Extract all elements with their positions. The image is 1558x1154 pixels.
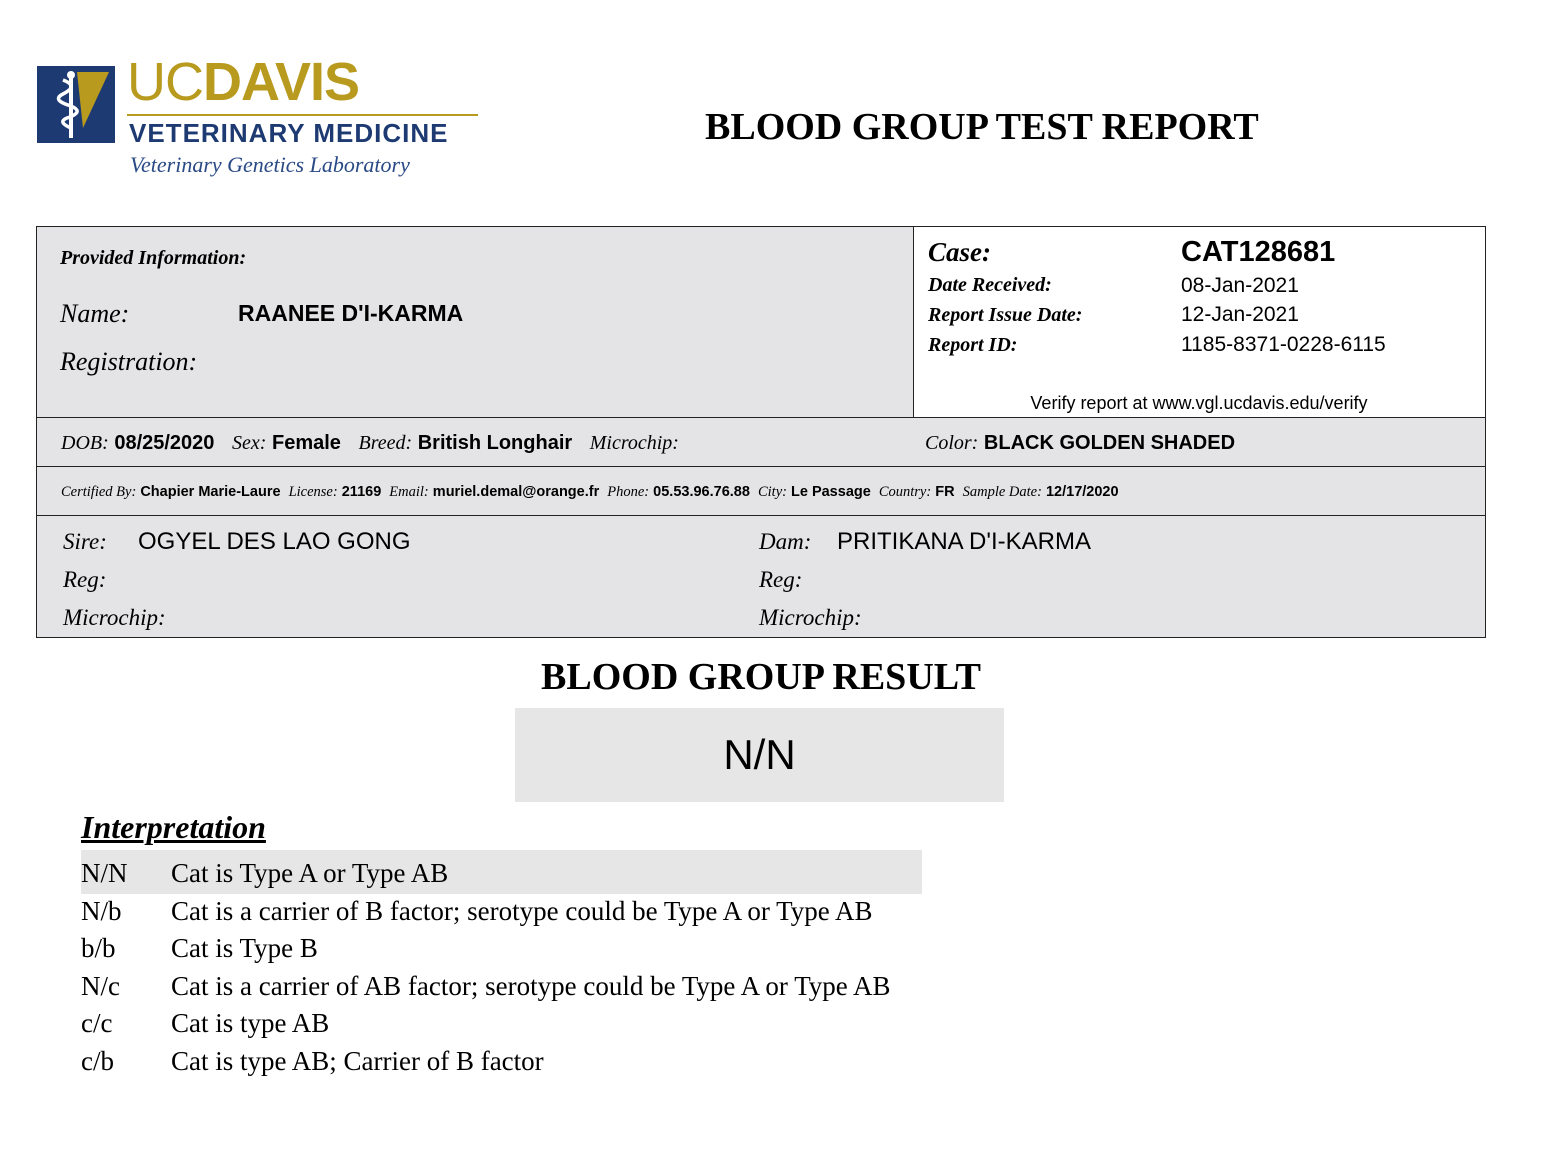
color-value: BLACK GOLDEN SHADED bbox=[983, 432, 1236, 454]
interpretation-code: N/c bbox=[81, 971, 120, 1001]
city-value: Le Passage bbox=[791, 484, 871, 500]
sample-date-label: Sample Date: bbox=[962, 484, 1042, 500]
animal-details-row bbox=[36, 417, 1486, 467]
report-id-value: 1185-8371-0228-6115 bbox=[1181, 333, 1386, 356]
provided-header: Provided Information: bbox=[60, 247, 247, 269]
logo-davis-text: DAVIS bbox=[203, 52, 360, 112]
logo-wordmark bbox=[127, 52, 360, 112]
dam-label: Dam: bbox=[759, 529, 812, 554]
logo-uc-text: UC bbox=[127, 52, 203, 112]
date-received-value: 08-Jan-2021 bbox=[1181, 274, 1299, 297]
phone-value: 05.53.96.76.88 bbox=[653, 484, 750, 500]
certified-label: Certified By: bbox=[61, 484, 137, 500]
provided-info-box bbox=[36, 226, 914, 418]
sample-date-value: 12/17/2020 bbox=[1045, 484, 1119, 500]
parents-box bbox=[36, 515, 1486, 638]
result-value-box bbox=[515, 708, 1004, 802]
name-label: Name: bbox=[60, 299, 130, 328]
case-label: Case: bbox=[928, 237, 991, 267]
issue-date-value: 12-Jan-2021 bbox=[1181, 303, 1299, 326]
interpretation-text: Cat is Type A or Type AB bbox=[171, 858, 449, 888]
breed-value: British Longhair bbox=[417, 432, 573, 454]
interpretation-text: Cat is a carrier of B factor; serotype could be Type A or Type AB bbox=[171, 896, 873, 926]
email-label: Email: bbox=[389, 484, 429, 500]
sire-value: OGYEL DES LAO GONG bbox=[138, 528, 411, 555]
country-value: FR bbox=[935, 484, 955, 500]
sex-label: Sex: bbox=[232, 432, 267, 454]
date-received-label: Date Received: bbox=[928, 274, 1052, 296]
country-label: Country: bbox=[878, 484, 932, 500]
interpretation-code: N/N bbox=[81, 858, 128, 888]
interpretation-row bbox=[81, 860, 448, 887]
case-value: CAT128681 bbox=[1181, 236, 1336, 268]
email-value: muriel.demal@orange.fr bbox=[432, 484, 600, 500]
sire-reg-label: Reg: bbox=[63, 567, 107, 592]
interpretation-row bbox=[81, 1010, 329, 1037]
interpretation-code: c/c bbox=[81, 1008, 113, 1038]
report-id-label: Report ID: bbox=[928, 334, 1018, 356]
interpretation-row bbox=[81, 935, 318, 962]
registration-label: Registration: bbox=[60, 347, 198, 376]
logo-vetmed-text: VETERINARY MEDICINE bbox=[129, 118, 449, 148]
city-label: City: bbox=[757, 484, 787, 500]
interpretation-row bbox=[81, 973, 891, 1000]
interpretation-heading: Interpretation bbox=[81, 809, 266, 845]
interpretation-text: Cat is Type B bbox=[171, 933, 318, 963]
license-label: License: bbox=[288, 484, 338, 500]
sex-value: Female bbox=[271, 432, 341, 454]
breed-label: Breed: bbox=[358, 432, 413, 454]
report-title: BLOOD GROUP TEST REPORT bbox=[705, 106, 1259, 148]
dam-value: PRITIKANA D'I-KARMA bbox=[837, 528, 1091, 555]
interpretation-code: b/b bbox=[81, 933, 116, 963]
sire-label: Sire: bbox=[63, 529, 107, 554]
interpretation-text: Cat is a carrier of AB factor; serotype could be Type A or Type AB bbox=[171, 971, 891, 1001]
interpretation-text: Cat is type AB; Carrier of B factor bbox=[171, 1046, 544, 1076]
case-info-box bbox=[913, 226, 1486, 418]
certification-row bbox=[36, 466, 1486, 516]
dob-value: 08/25/2020 bbox=[114, 432, 215, 454]
dam-microchip-label: Microchip: bbox=[759, 605, 862, 630]
color-label: Color: bbox=[925, 432, 979, 454]
result-value: N/N bbox=[723, 731, 796, 778]
verify-link[interactable]: Verify report at www.vgl.ucdavis.edu/verify bbox=[1030, 393, 1368, 413]
issue-date-label: Report Issue Date: bbox=[928, 304, 1083, 326]
result-title: BLOOD GROUP RESULT bbox=[541, 656, 981, 698]
name-value: RAANEE D'I-KARMA bbox=[238, 300, 464, 326]
caduceus-emblem-icon bbox=[37, 66, 115, 143]
phone-label: Phone: bbox=[607, 484, 650, 500]
dob-label: DOB: bbox=[61, 432, 109, 454]
certified-value: Chapier Marie-Laure bbox=[140, 484, 281, 500]
logo-lab-text: Veterinary Genetics Laboratory bbox=[130, 152, 410, 177]
interpretation-row bbox=[81, 898, 873, 925]
dam-reg-label: Reg: bbox=[759, 567, 803, 592]
license-value: 21169 bbox=[341, 484, 382, 500]
interpretation-text: Cat is type AB bbox=[171, 1008, 330, 1038]
logo-divider bbox=[127, 114, 478, 116]
interpretation-row bbox=[81, 1048, 544, 1075]
sire-microchip-label: Microchip: bbox=[63, 605, 166, 630]
interpretation-code: N/b bbox=[81, 896, 122, 926]
interpretation-code: c/b bbox=[81, 1046, 114, 1076]
microchip-label: Microchip: bbox=[589, 432, 679, 454]
